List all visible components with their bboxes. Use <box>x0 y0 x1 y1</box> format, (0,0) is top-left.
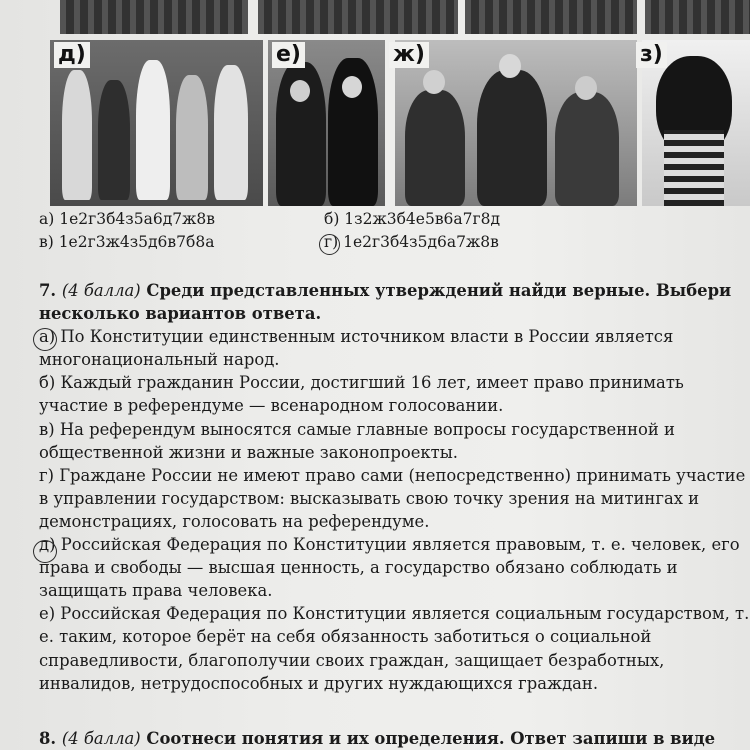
photo-zh <box>395 40 637 206</box>
question-number: 7. <box>39 281 57 300</box>
question-prompt: Среди представленных утверждений найди верные. Выбери несколько вариантов ответа. <box>39 281 732 324</box>
statement-d[interactable]: д) Российская Федерация по Конституции является правовым, т. е. человек, его права и свободы — высшая ценность, а государство обязано соблюдать и защищать права человека. <box>39 535 740 601</box>
answer-option-a[interactable]: а) 1е2г3б4з5а6д7ж8в <box>39 210 215 228</box>
question-7 <box>39 279 750 695</box>
top-photo-strip <box>0 0 750 34</box>
answer-option-v[interactable]: в) 1е2г3ж4з5д6в7б8а <box>39 233 215 251</box>
photo-label-z: з) <box>636 42 667 68</box>
answer-option-b[interactable]: б) 1з2ж3б4е5в6а7г8д <box>324 210 501 228</box>
statement-a[interactable]: а) По Конституции единственным источником власти в России является многонациональный народ. <box>39 327 674 370</box>
statement-v[interactable]: в) На референдум выносятся самые главные вопросы государственной и общественной жизни и важные законопроекты. <box>39 419 675 462</box>
question-number: 8. <box>39 729 57 748</box>
statement-e[interactable]: е) Российская Федерация по Конституции является социальным государством, т. е. таким, которое берёт на себя обязанность заботиться о социальной справедливости, благополучии своих граждан, защищает безработных, инвалидов, нетрудоспособных и других нуждающихся граждан. <box>39 604 750 693</box>
answer-options <box>39 208 739 254</box>
photo-label-d: д) <box>54 42 90 68</box>
photo-label-e: е) <box>272 42 305 68</box>
subculture-photos <box>0 40 750 206</box>
statement-circle-mark <box>33 540 57 563</box>
question-points: (4 балла) <box>61 281 141 300</box>
statement-b[interactable]: б) Каждый гражданин России, достигший 16 лет, имеет право принимать участие в референдуме — всенародном голосовании. <box>39 373 684 416</box>
cropped-photo <box>258 0 458 34</box>
question-7-heading <box>39 279 750 325</box>
statement-circle-mark <box>33 328 57 351</box>
question-prompt: Соотнеси понятия и их определения. Ответ запиши в виде <box>146 729 716 748</box>
question-8 <box>39 727 750 750</box>
photo-label-zh: ж) <box>389 42 429 68</box>
cropped-photo <box>645 0 750 34</box>
question-points: (4 балла) <box>61 729 141 748</box>
answer-circle-mark <box>319 234 340 255</box>
cropped-photo <box>465 0 637 34</box>
statement-g[interactable]: г) Граждане России не имеют право сами (непосредственно) принимать участие в управлении государством: высказывать свою точку зрения на митингах и демонстрациях, голосовать на референдуме. <box>39 465 746 531</box>
cropped-photo <box>60 0 248 34</box>
answer-option-g[interactable]: г) 1е2г3б4з5д6а7ж8в <box>324 233 499 251</box>
